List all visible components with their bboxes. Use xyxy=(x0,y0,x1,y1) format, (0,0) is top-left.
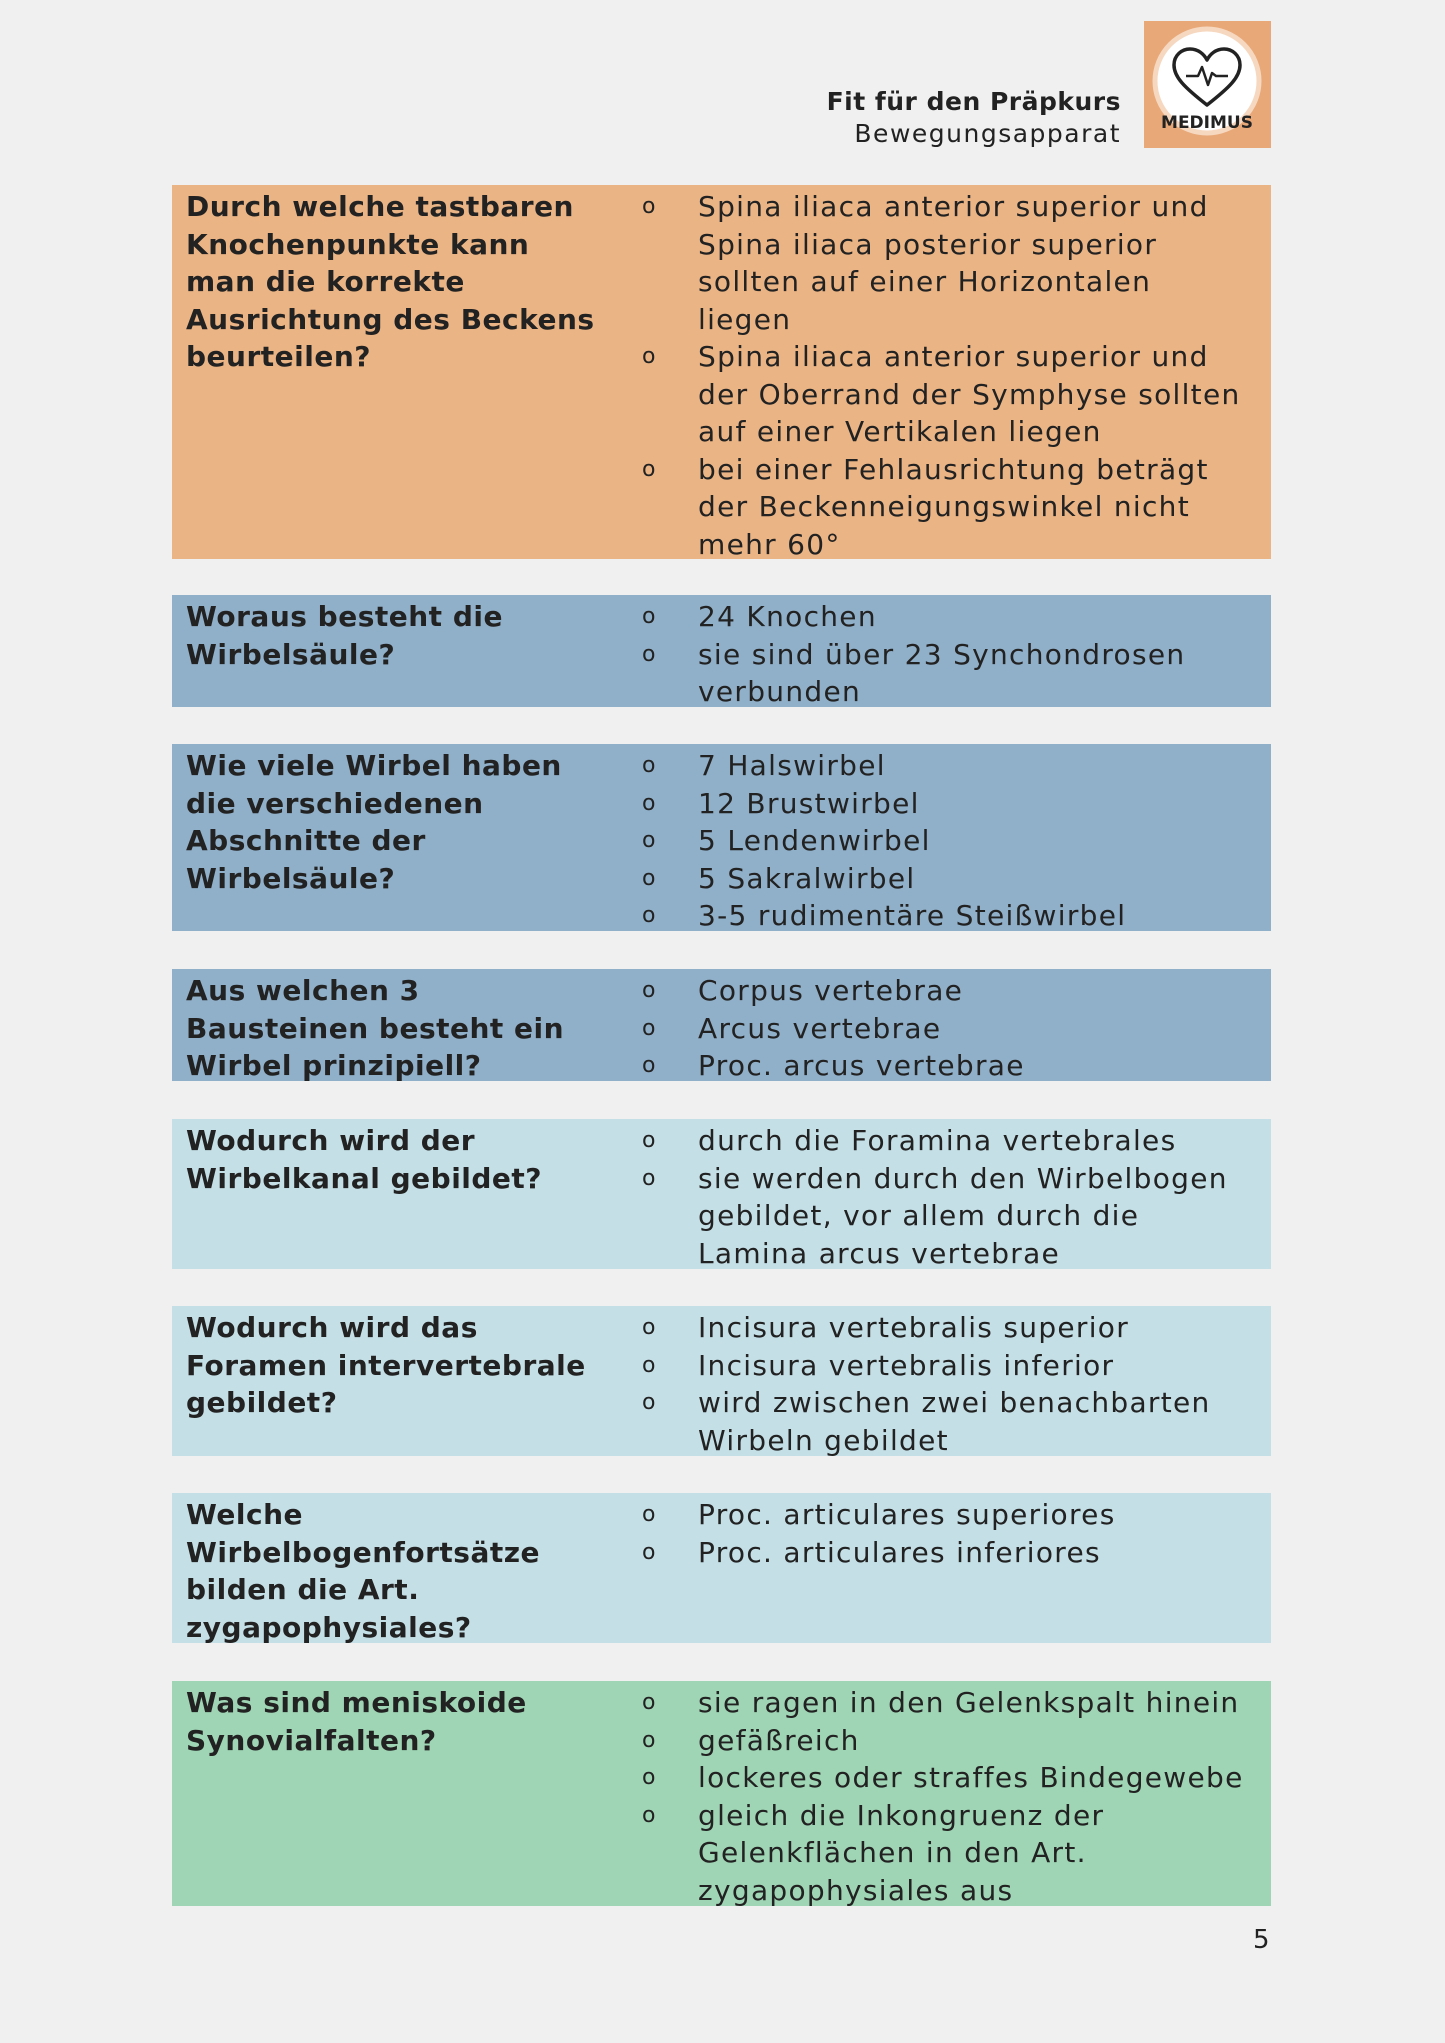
bullet-icon: o xyxy=(642,1539,657,1565)
bullet-icon: o xyxy=(642,1690,657,1715)
qa-row xyxy=(172,1306,1271,1456)
answer-item xyxy=(642,1722,1267,1760)
question xyxy=(186,1684,626,1759)
answer-item xyxy=(642,747,1267,785)
answer-line: Proc. articulares inferiores xyxy=(698,1535,1101,1569)
bullet-icon: o xyxy=(642,828,657,853)
answer-line: Spina iliaca anterior superior und xyxy=(698,340,1209,373)
question-line: Abschnitte der xyxy=(186,824,426,857)
bullet-icon: o xyxy=(642,1315,657,1340)
medimus-logo xyxy=(1144,21,1271,148)
answer-item xyxy=(642,860,1267,898)
answer-line: 5 Sakralwirbel xyxy=(698,861,916,895)
answer-list xyxy=(642,598,1267,711)
bullet-icon: o xyxy=(642,1727,657,1753)
answer-item xyxy=(642,1047,1267,1085)
answer-line: Lamina arcus vertebrae xyxy=(698,1236,1061,1270)
answer-line: Incisura vertebralis inferior xyxy=(698,1348,1115,1382)
bullet-icon: o xyxy=(642,1015,657,1041)
answer-list xyxy=(642,1122,1267,1272)
answer-line: sollten auf einer Horizontalen xyxy=(698,265,1152,298)
bullet-icon: o xyxy=(642,1352,657,1378)
bullet-icon: o xyxy=(642,790,657,816)
answer-list xyxy=(642,1309,1267,1459)
question-line: bilden die Art. xyxy=(186,1573,420,1606)
answer-line: gefäßreich xyxy=(698,1723,860,1757)
answer-item xyxy=(642,972,1267,1010)
answer-item xyxy=(642,1010,1267,1048)
answer-line: Spina iliaca posterior superior xyxy=(698,227,1158,261)
answer-line: 3-5 rudimentäre Steißwirbel xyxy=(698,899,1127,932)
answer-line: auf einer Vertikalen liegen xyxy=(698,415,1102,448)
answer-item xyxy=(642,1160,1267,1273)
answer-item xyxy=(642,188,1267,338)
answer-list xyxy=(642,188,1267,563)
answer-line: gebildet, vor allem durch die xyxy=(698,1199,1140,1232)
question-line: Aus welchen 3 xyxy=(186,974,420,1007)
qa-row xyxy=(172,1493,1271,1643)
question-line: Wirbelkanal gebildet? xyxy=(186,1161,543,1195)
question-line: Wodurch wird das xyxy=(186,1311,478,1344)
answer-line: wird zwischen zwei benachbarten xyxy=(698,1386,1211,1419)
answer-line: Arcus vertebrae xyxy=(698,1011,942,1045)
question xyxy=(186,1122,626,1197)
header-title: Fit für den Präpkurs xyxy=(826,87,1121,116)
bullet-icon: o xyxy=(642,1765,657,1790)
question-line: beurteilen? xyxy=(186,340,372,373)
answer-line: bei einer Fehlausrichtung beträgt xyxy=(698,452,1209,486)
answer-item xyxy=(642,338,1267,451)
answer-list xyxy=(642,972,1267,1085)
bullet-icon: o xyxy=(642,753,657,778)
answer-line: sie werden durch den Wirbelbogen xyxy=(698,1161,1228,1195)
qa-row xyxy=(172,595,1271,707)
question-line: Woraus besteht die xyxy=(186,600,503,633)
question-line: Wirbelbogenfortsätze xyxy=(186,1535,541,1569)
question-line: Durch welche tastbaren xyxy=(186,190,574,223)
question-line: Foramen intervertebrale xyxy=(186,1348,586,1382)
question xyxy=(186,598,626,673)
question-line: Wodurch wird der xyxy=(186,1124,476,1157)
answer-item xyxy=(642,1347,1267,1385)
page-header xyxy=(827,86,1121,150)
answer-list xyxy=(642,747,1267,935)
heart-pulse-icon xyxy=(1144,21,1271,148)
answer-item xyxy=(642,598,1267,636)
answer-line: verbunden xyxy=(698,675,862,708)
answer-line: sie ragen in den Gelenkspalt hinein xyxy=(698,1686,1240,1719)
question-line: Was sind meniskoide xyxy=(186,1686,527,1719)
answer-item xyxy=(642,897,1267,935)
question-line: Ausrichtung des Beckens xyxy=(186,302,595,336)
bullet-icon: o xyxy=(642,903,657,928)
question-line: Welche xyxy=(186,1498,303,1531)
qa-row xyxy=(172,744,1271,931)
answer-item xyxy=(642,1684,1267,1722)
answer-item xyxy=(642,636,1267,711)
question-line: man die korrekte xyxy=(186,265,465,298)
question xyxy=(186,972,626,1085)
answer-line: liegen xyxy=(698,302,792,336)
answer-line: 12 Brustwirbel xyxy=(698,786,920,820)
question xyxy=(186,188,626,376)
answer-line: Wirbeln gebildet xyxy=(698,1423,949,1457)
bullet-icon: o xyxy=(642,1165,657,1191)
answer-item xyxy=(642,1309,1267,1347)
answer-line: 24 Knochen xyxy=(698,600,877,633)
question xyxy=(186,1496,626,1646)
answer-line: Proc. arcus vertebrae xyxy=(698,1049,1025,1082)
question-line: zygapophysiales? xyxy=(186,1610,472,1644)
answer-line: Spina iliaca anterior superior und xyxy=(698,190,1209,223)
answer-item xyxy=(642,451,1267,564)
question-line: gebildet? xyxy=(186,1386,338,1419)
question-line: Wirbelsäule? xyxy=(186,861,396,895)
answer-item xyxy=(642,1759,1267,1797)
answer-line: lockeres oder straffes Bindegewebe xyxy=(698,1761,1244,1794)
logo-text: MEDIMUS xyxy=(1161,113,1253,133)
bullet-icon: o xyxy=(642,344,657,369)
answer-line: 7 Halswirbel xyxy=(698,749,886,782)
qa-row xyxy=(172,185,1271,559)
answer-list xyxy=(642,1496,1267,1571)
question-line: Wie viele Wirbel haben xyxy=(186,749,562,782)
answer-line: zygapophysiales aus xyxy=(698,1873,1014,1907)
qa-row xyxy=(172,969,1271,1081)
question-line: Wirbel prinzipiell? xyxy=(186,1049,482,1082)
answer-line: mehr 60° xyxy=(698,527,841,561)
answer-item xyxy=(642,1384,1267,1459)
answer-item xyxy=(642,785,1267,823)
answer-line: durch die Foramina vertebrales xyxy=(698,1124,1177,1157)
answer-line: Incisura vertebralis superior xyxy=(698,1311,1130,1344)
bullet-icon: o xyxy=(642,978,657,1003)
answer-item xyxy=(642,1122,1267,1160)
question xyxy=(186,747,626,897)
page-number: 5 xyxy=(1253,1925,1270,1955)
answer-line: der Oberrand der Symphyse sollten xyxy=(698,377,1241,411)
header-subtitle: Bewegungsapparat xyxy=(854,119,1121,148)
bullet-icon: o xyxy=(642,194,657,219)
qa-row xyxy=(172,1681,1271,1906)
answer-line: sie sind über 23 Synchondrosen xyxy=(698,637,1186,671)
answer-line: Gelenkflächen in den Art. xyxy=(698,1836,1087,1869)
bullet-icon: o xyxy=(642,1390,657,1415)
answer-item xyxy=(642,1496,1267,1534)
bullet-icon: o xyxy=(642,1502,657,1527)
question-line: Bausteinen besteht ein xyxy=(186,1011,565,1045)
question xyxy=(186,1309,626,1422)
bullet-icon: o xyxy=(642,1802,657,1828)
qa-row xyxy=(172,1119,1271,1269)
question-line: die verschiedenen xyxy=(186,786,484,820)
answer-line: Corpus vertebrae xyxy=(698,974,964,1007)
bullet-icon: o xyxy=(642,865,657,891)
answer-item xyxy=(642,1534,1267,1572)
bullet-icon: o xyxy=(642,1053,657,1078)
bullet-icon: o xyxy=(642,604,657,629)
answer-line: der Beckenneigungswinkel nicht xyxy=(698,490,1191,523)
question-line: Wirbelsäule? xyxy=(186,637,396,671)
answer-list xyxy=(642,1684,1267,1909)
question-line: Knochenpunkte kann xyxy=(186,227,530,261)
answer-line: 5 Lendenwirbel xyxy=(698,824,931,857)
bullet-icon: o xyxy=(642,641,657,667)
bullet-icon: o xyxy=(642,1128,657,1153)
answer-item xyxy=(642,1797,1267,1910)
answer-item xyxy=(642,822,1267,860)
answer-line: Proc. articulares superiores xyxy=(698,1498,1116,1531)
bullet-icon: o xyxy=(642,456,657,482)
question-line: Synovialfalten? xyxy=(186,1723,437,1757)
answer-line: gleich die Inkongruenz der xyxy=(698,1798,1105,1832)
